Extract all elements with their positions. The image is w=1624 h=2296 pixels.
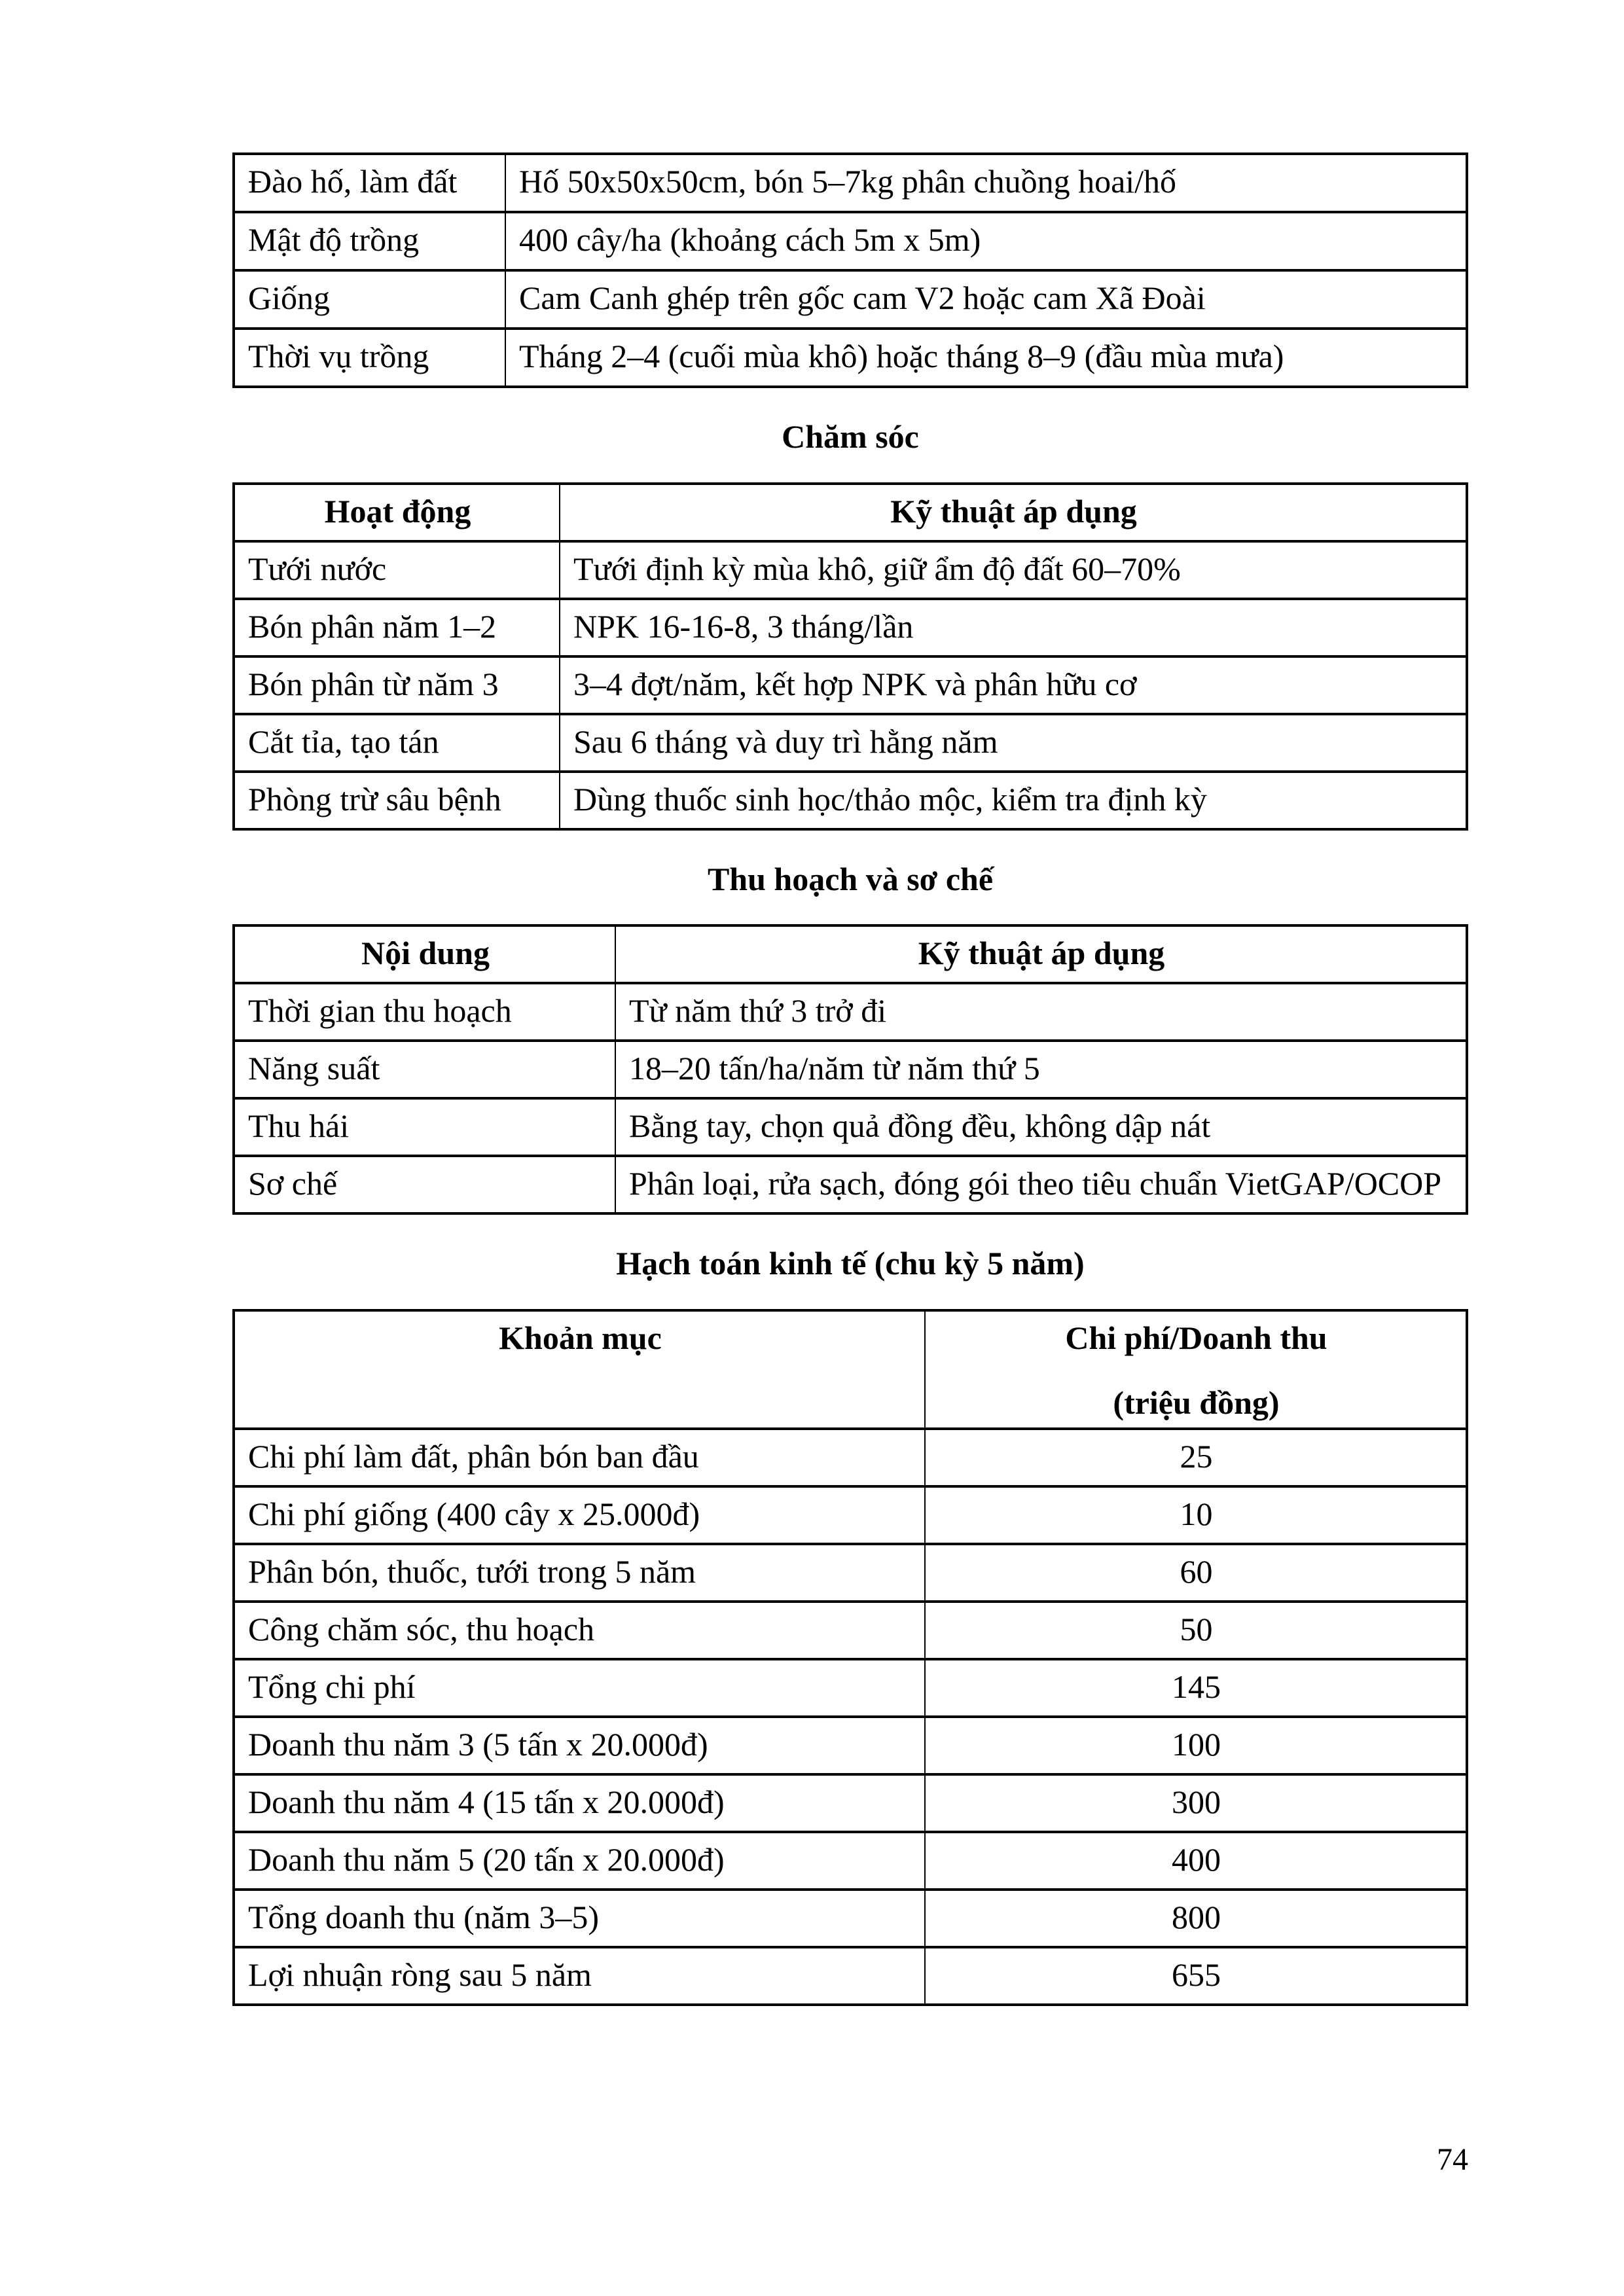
row-value: 400 cây/ha (khoảng cách 5m x 5m): [505, 212, 1467, 270]
table-row: [234, 1832, 1467, 1890]
row-label: Thời vụ trồng: [234, 329, 505, 387]
row-value: NPK 16-16-8, 3 tháng/lần: [560, 599, 1467, 656]
table-row: [234, 1602, 1467, 1659]
row-label: Chi phí giống (400 cây x 25.000đ): [234, 1486, 925, 1544]
table-header-row: [234, 484, 1467, 541]
column-header-amount-line1: Chi phí/Doanh thu: [1065, 1319, 1327, 1356]
row-value: Phân loại, rửa sạch, đóng gói theo tiêu chuẩn VietGAP/OCOP: [615, 1156, 1467, 1213]
row-value: Dùng thuốc sinh học/thảo mộc, kiểm tra định kỳ: [560, 772, 1467, 829]
row-value: 100: [925, 1717, 1467, 1774]
row-value: 3–4 đợt/năm, kết hợp NPK và phân hữu cơ: [560, 656, 1467, 714]
row-label: Sơ chế: [234, 1156, 615, 1213]
row-value: 25: [925, 1429, 1467, 1486]
row-value: 400: [925, 1832, 1467, 1890]
column-header-amount: [925, 1310, 1467, 1429]
row-value: 10: [925, 1486, 1467, 1544]
row-value: 18–20 tấn/ha/năm từ năm thứ 5: [615, 1041, 1467, 1098]
row-label: Bón phân năm 1–2: [234, 599, 560, 656]
row-label: Mật độ trồng: [234, 212, 505, 270]
table-row: [234, 1098, 1467, 1156]
column-header-content: Nội dung: [234, 925, 615, 983]
row-value: Từ năm thứ 3 trở đi: [615, 983, 1467, 1041]
harvest-section-title: Thu hoạch và sơ chế: [707, 860, 994, 897]
table-row: [234, 329, 1467, 387]
row-value: Bằng tay, chọn quả đồng đều, không dập nát: [615, 1098, 1467, 1156]
table-row: [234, 154, 1467, 212]
row-value: Sau 6 tháng và duy trì hằng năm: [560, 714, 1467, 772]
table-row: [234, 1486, 1467, 1544]
table-row: [234, 212, 1467, 270]
row-value: 655: [925, 1947, 1467, 2005]
row-label: Tổng doanh thu (năm 3–5): [234, 1890, 925, 1947]
column-header-amount-line2: (triệu đồng): [1113, 1384, 1280, 1421]
row-label: Lợi nhuận ròng sau 5 năm: [234, 1947, 925, 2005]
table-row: [234, 1156, 1467, 1213]
table-row: [234, 1774, 1467, 1832]
row-value: Cam Canh ghép trên gốc cam V2 hoặc cam Xã Đoài: [505, 270, 1467, 329]
row-value: 800: [925, 1890, 1467, 1947]
row-label: Cắt tỉa, tạo tán: [234, 714, 560, 772]
table-row: [234, 599, 1467, 656]
row-label: Năng suất: [234, 1041, 615, 1098]
row-value: 50: [925, 1602, 1467, 1659]
table-row: [234, 1890, 1467, 1947]
row-label: Phòng trừ sâu bệnh: [234, 772, 560, 829]
row-label: Phân bón, thuốc, tưới trong 5 năm: [234, 1544, 925, 1602]
economics-section-title: Hạch toán kinh tế (chu kỳ 5 năm): [616, 1245, 1085, 1282]
row-label: Giống: [234, 270, 505, 329]
row-label: Doanh thu năm 5 (20 tấn x 20.000đ): [234, 1832, 925, 1890]
table-header-row: [234, 1310, 1467, 1429]
row-label: Tổng chi phí: [234, 1659, 925, 1717]
economics-table: [232, 1309, 1468, 2006]
row-label: Công chăm sóc, thu hoạch: [234, 1602, 925, 1659]
table-row: [234, 1947, 1467, 2005]
row-label: Chi phí làm đất, phân bón ban đầu: [234, 1429, 925, 1486]
row-value: Hố 50x50x50cm, bón 5–7kg phân chuồng hoai/hố: [505, 154, 1467, 212]
row-label: Tưới nước: [234, 541, 560, 599]
table-row: [234, 270, 1467, 329]
row-label: Doanh thu năm 3 (5 tấn x 20.000đ): [234, 1717, 925, 1774]
column-header-technique: Kỹ thuật áp dụng: [560, 484, 1467, 541]
harvest-table: [232, 924, 1468, 1215]
column-header-activity: Hoạt động: [234, 484, 560, 541]
row-value: 60: [925, 1544, 1467, 1602]
row-value: Tưới định kỳ mùa khô, giữ ẩm độ đất 60–70%: [560, 541, 1467, 599]
table-row: [234, 1544, 1467, 1602]
care-section-title: Chăm sóc: [782, 418, 919, 455]
table-row: [234, 772, 1467, 829]
column-header-technique: Kỹ thuật áp dụng: [615, 925, 1467, 983]
table-row: [234, 1429, 1467, 1486]
table-row: [234, 1041, 1467, 1098]
table-row: [234, 656, 1467, 714]
row-label: Thu hái: [234, 1098, 615, 1156]
table-row: [234, 983, 1467, 1041]
row-label: Doanh thu năm 4 (15 tấn x 20.000đ): [234, 1774, 925, 1832]
table-row: [234, 1717, 1467, 1774]
row-value: 145: [925, 1659, 1467, 1717]
page-content: [232, 152, 1468, 2006]
table-row: [234, 541, 1467, 599]
planting-table: [232, 152, 1468, 388]
column-header-item: Khoản mục: [234, 1310, 925, 1429]
page-number: 74: [1437, 2142, 1468, 2177]
table-row: [234, 714, 1467, 772]
row-label: Đào hố, làm đất: [234, 154, 505, 212]
row-value: 300: [925, 1774, 1467, 1832]
care-table: [232, 482, 1468, 831]
table-header-row: [234, 925, 1467, 983]
row-value: Tháng 2–4 (cuối mùa khô) hoặc tháng 8–9 (đầu mùa mưa): [505, 329, 1467, 387]
table-row: [234, 1659, 1467, 1717]
row-label: Bón phân từ năm 3: [234, 656, 560, 714]
row-label: Thời gian thu hoạch: [234, 983, 615, 1041]
